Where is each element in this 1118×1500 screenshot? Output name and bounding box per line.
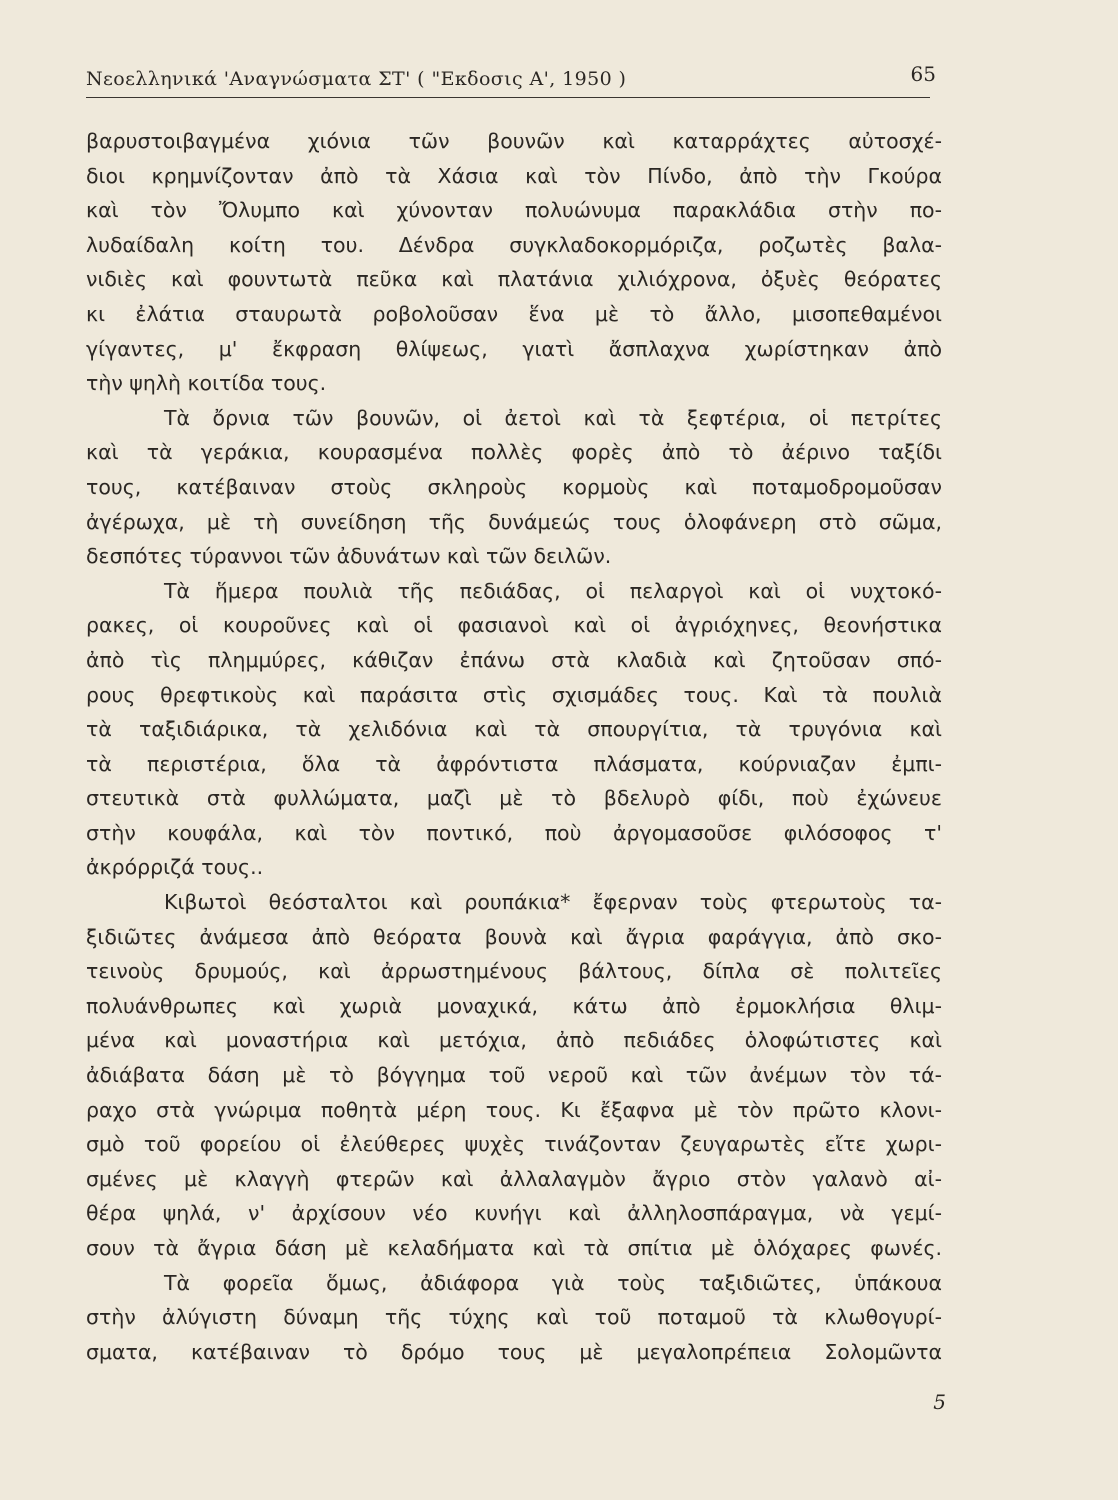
running-header [86,64,936,100]
text-line: σουν τὰ ἄγρια δάση μὲ κελαδήματα καὶ τὰ σπίτια μὲ ὁλόχαρες φωνές. [86,1236,942,1260]
text-line: τους, κατέβαιναν στοὺς σκληροὺς κορμοὺς καὶ ποταμοδρομοῦσαν [86,474,942,499]
text-line: καὶ τὸν Ὄλυμπο καὶ χύνονταν πολυώνυμα παρακλάδια στὴν πο- [86,198,942,223]
text-line: πολυάνθρωπες καὶ χωριὰ μοναχικά, κάτω ἀπὸ ἐρμοκλήσια θλιμ- [86,993,942,1018]
text-line: σματα, κατέβαιναν τὸ δρόμο τους μὲ μεγαλοπρέπεια Σολομῶντα [86,1339,942,1364]
paragraph-first-line: Κιβωτοὶ θεόσταλτοι καὶ ρουπάκια* ἔφερναν τοὺς φτερωτοὺς τα- [164,890,942,915]
text-line: στὴν κουφάλα, καὶ τὸν ποντικό, ποὺ ἀργομασοῦσε φιλόσοφος τ' [86,820,942,845]
signature-mark: 5 [933,1390,946,1414]
text-line: σμὸ τοῦ φορείου οἱ ἐλεύθερες ψυχὲς τινάζονταν ζευγαρωτὲς εἴτε χωρι- [86,1132,942,1157]
text-line: ρακες, οἱ κουροῦνες καὶ οἱ φασιανοὶ καὶ οἱ ἀγριόχηνες, θεονήστικα [86,613,942,638]
paragraph-first-line: Τὰ ὄρνια τῶν βουνῶν, οἱ ἀετοὶ καὶ τὰ ξεφτέρια, οἱ πετρίτες [164,405,942,430]
text-line: στὴν ἀλύγιστη δύναμη τῆς τύχης καὶ τοῦ ποταμοῦ τὰ κλωθογυρί- [86,1305,942,1330]
text-line: διοι κρημνίζονταν ἀπὸ τὰ Χάσια καὶ τὸν Πίνδο, ἀπὸ τὴν Γκούρα [86,163,942,188]
paragraph-first-line: Τὰ φορεῖα ὅμως, ἀδιάφορα γιὰ τοὺς ταξιδιῶτες, ὑπάκουα [164,1270,942,1295]
text-line: ραχο στὰ γνώριμα ποθητὰ μέρη τους. Κι ἔξαφνα μὲ τὸν πρῶτο κλονι- [86,1097,942,1122]
text-line: ρους θρεφτικοὺς καὶ παράσιτα στὶς σχισμάδες τους. Καὶ τὰ πουλιὰ [86,682,942,707]
header-title: Νεοελληνικά 'Αναγνώσματα ΣΤ' ( "Εκδοσις Α', 1950 ) [86,68,627,90]
text-line: ἀπὸ τὶς πλημμύρες, κάθιζαν ἐπάνω στὰ κλαδιὰ καὶ ζητοῦσαν σπό- [86,647,942,672]
text-line: λυδαίδαλη κοίτη του. Δένδρα συγκλαδοκορμόριζα, ροζωτὲς βαλα- [86,232,942,257]
text-line: καὶ τὰ γεράκια, κουρασμένα πολλὲς φορὲς ἀπὸ τὸ ἀέρινο ταξίδι [86,440,942,465]
header-rule [86,97,930,98]
text-line: βαρυστοιβαγμένα χιόνια τῶν βουνῶν καὶ καταρράχτες αὐτοσχέ- [86,129,942,153]
text-line: γίγαντες, μ' ἔκφραση θλίψεως, γιατὶ ἄσπλαχνα χωρίστηκαν ἀπὸ [86,336,942,361]
text-line: ξιδιῶτες ἀνάμεσα ἀπὸ θεόρατα βουνὰ καὶ ἄγρια φαράγγια, ἀπὸ σκο- [86,924,942,949]
text-line: ἀγέρωχα, μὲ τὴ συνείδηση τῆς δυνάμεώς τους ὁλοφάνερη στὸ σῶμα, [86,509,942,534]
text-line: τὰ περιστέρια, ὅλα τὰ ἀφρόντιστα πλάσματα, κούρνιαζαν ἐμπι- [86,751,942,776]
text-line: τὰ ταξιδιάρικα, τὰ χελιδόνια καὶ τὰ σπουργίτια, τὰ τρυγόνια καὶ [86,717,942,742]
text-line: στευτικὰ στὰ φυλλώματα, μαζὶ μὲ τὸ βδελυρὸ φίδι, ποὺ ἐχώνευε [86,786,942,811]
text-line: τὴν ψηλὴ κοιτίδα τους. [86,371,327,396]
paragraph-first-line: Τὰ ἥμερα πουλιὰ τῆς πεδιάδας, οἱ πελαργοὶ καὶ οἱ νυχτοκό- [164,578,942,603]
text-line: δεσπότες τύραννοι τῶν ἀδυνάτων καὶ τῶν δειλῶν. [86,544,612,569]
text-line: κι ἐλάτια σταυρωτὰ ροβολοῦσαν ἕνα μὲ τὸ ἄλλο, μισοπεθαμένοι [86,301,942,326]
text-line: θέρα ψηλά, ν' ἀρχίσουν νέο κυνήγι καὶ ἀλληλοσπάραγμα, νὰ γεμί- [86,1201,942,1226]
text-line: ἀδιάβατα δάση μὲ τὸ βόγγημα τοῦ νεροῦ καὶ τῶν ἀνέμων τὸν τά- [86,1063,942,1088]
body-text [86,124,942,1369]
text-line: σμένες μὲ κλαγγὴ φτερῶν καὶ ἀλλαλαγμὸν ἄγριο στὸν γαλανὸ αἰ- [86,1166,942,1191]
text-line: ἀκρόρριζά τους.. [86,855,264,880]
page-number: 65 [910,62,936,86]
text-line: τεινοὺς δρυμούς, καὶ ἀρρωστημένους βάλτους, δίπλα σὲ πολιτεῖες [86,959,942,984]
text-line: νιδιὲς καὶ φουντωτὰ πεῦκα καὶ πλατάνια χιλιόχρονα, ὀξυὲς θεόρατες [86,267,942,292]
text-line: μένα καὶ μοναστήρια καὶ μετόχια, ἀπὸ πεδιάδες ὁλοφώτιστες καὶ [86,1028,942,1053]
